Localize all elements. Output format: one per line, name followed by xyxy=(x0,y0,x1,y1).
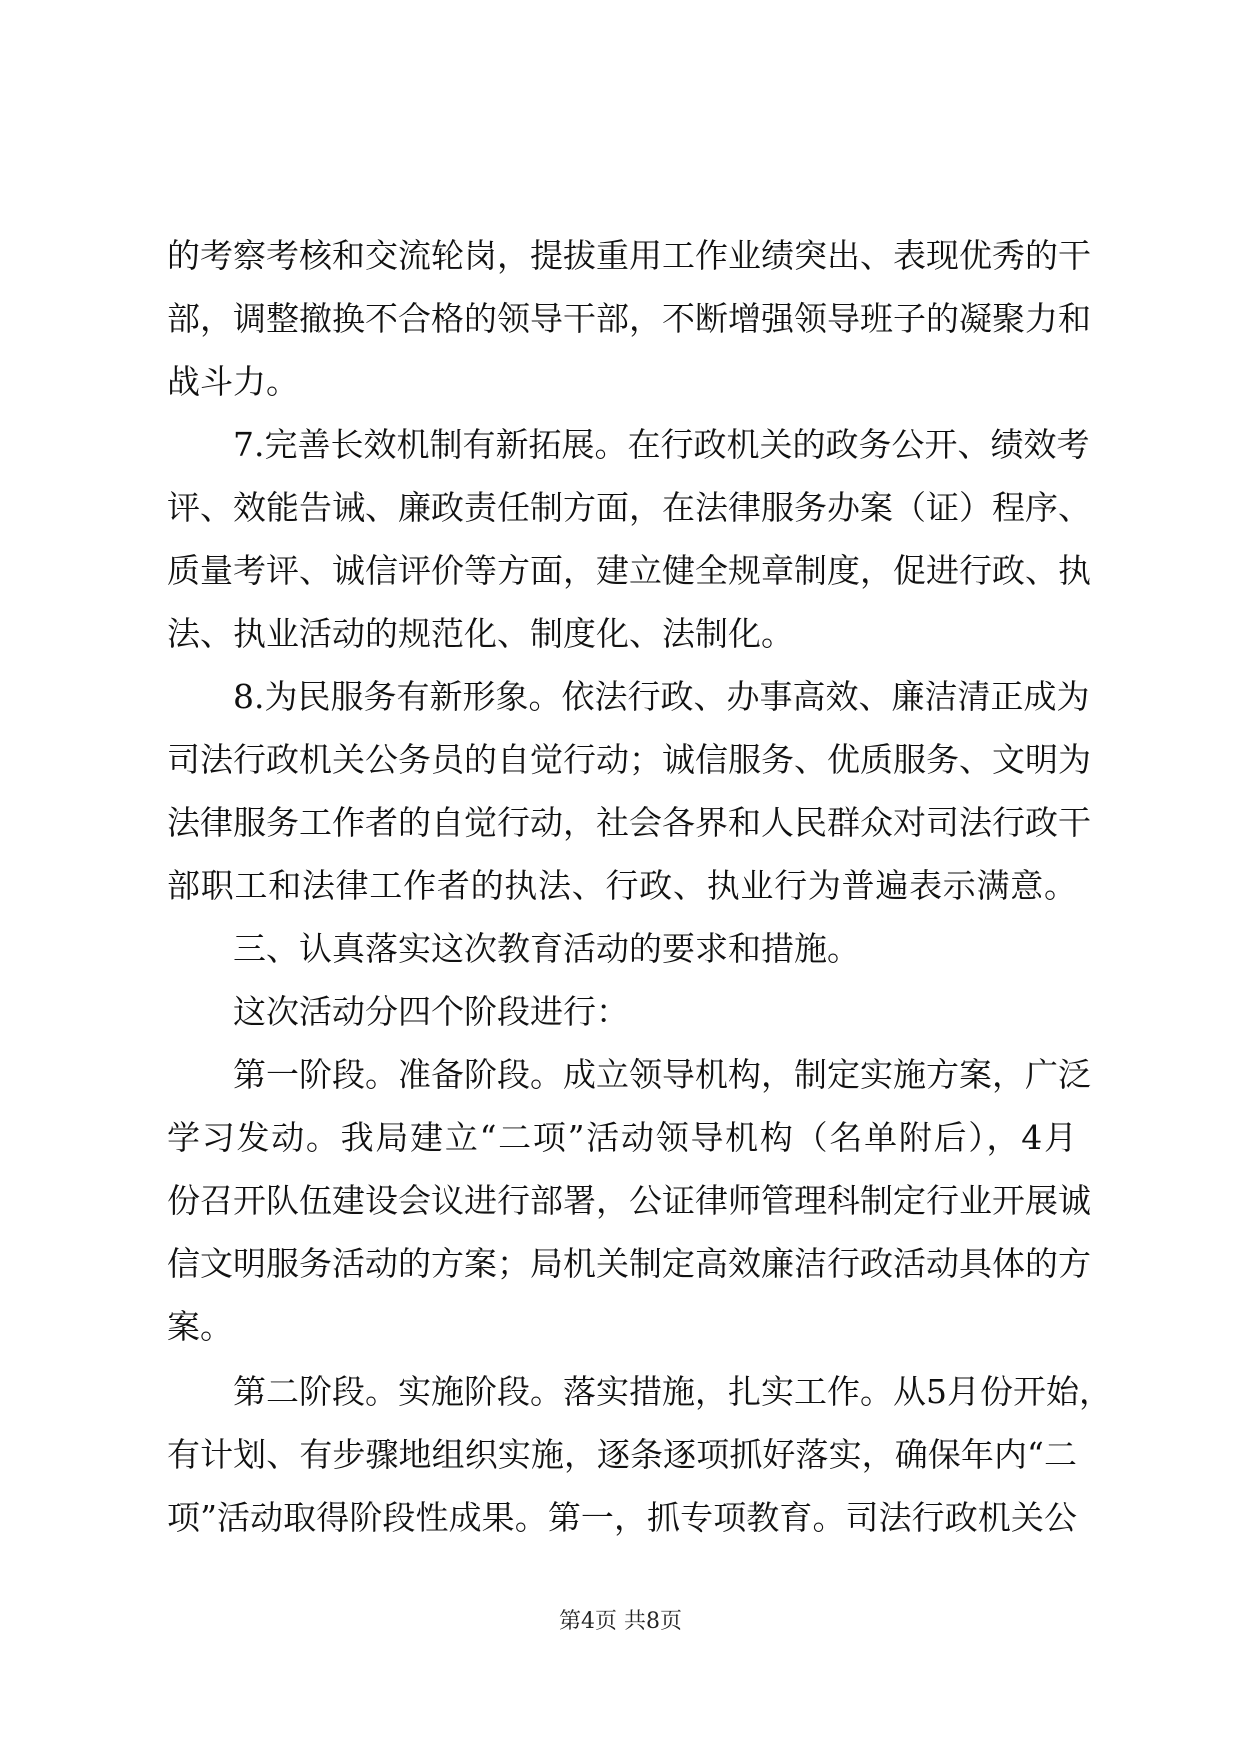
text-line: 学习发动。我局建立“二项”活动领导机构（名单附后），4月 xyxy=(167,1118,1077,1157)
text-line: 有计划、有步骤地组织实施，逐条逐项抓好落实，确保年内“二 xyxy=(167,1435,1077,1474)
text-line: 这次活动分四个阶段进行： xyxy=(233,992,629,1031)
text-line: 部职工和法律工作者的执法、行政、执业行为普遍表示满意。 xyxy=(167,866,1077,905)
text-line: 三、认真落实这次教育活动的要求和措施。 xyxy=(233,929,860,968)
text-line: 7.完善长效机制有新拓展。在行政机关的政务公开、绩效考 xyxy=(233,425,1090,464)
text-line: 信文明服务活动的方案；局机关制定高效廉洁行政活动具体的方 xyxy=(167,1244,1091,1283)
text-line: 法、执业活动的规范化、制度化、法制化。 xyxy=(167,614,794,653)
text-line: 份召开队伍建设会议进行部署，公证律师管理科制定行业开展诚 xyxy=(167,1181,1091,1220)
text-line: 8.为民服务有新形象。依法行政、办事高效、廉洁清正成为 xyxy=(233,677,1090,716)
text-line: 法律服务工作者的自觉行动，社会各界和人民群众对司法行政干 xyxy=(167,803,1091,842)
text-line: 战斗力。 xyxy=(167,362,299,401)
text-line: 第二阶段。实施阶段。落实措施，扎实工作。从5月份开始， xyxy=(233,1372,1112,1411)
text-line: 第一阶段。准备阶段。成立领导机构，制定实施方案，广泛 xyxy=(233,1055,1091,1094)
text-line: 项”活动取得阶段性成果。第一，抓专项教育。司法行政机关公 xyxy=(167,1498,1077,1537)
text-line: 评、效能告诫、廉政责任制方面，在法律服务办案（证）程序、 xyxy=(167,488,1091,527)
text-line: 司法行政机关公务员的自觉行动；诚信服务、优质服务、文明为 xyxy=(167,740,1091,779)
text-line: 案。 xyxy=(167,1307,233,1346)
text-line: 质量考评、诚信评价等方面，建立健全规章制度，促进行政、执 xyxy=(167,551,1091,590)
document-body xyxy=(167,224,1112,1549)
text-line: 的考察考核和交流轮岗，提拔重用工作业绩突出、表现优秀的干 xyxy=(167,236,1091,275)
page-number: 第4页 共8页 xyxy=(559,1609,682,1634)
text-line: 部，调整撤换不合格的领导干部，不断增强领导班子的凝聚力和 xyxy=(167,299,1091,338)
